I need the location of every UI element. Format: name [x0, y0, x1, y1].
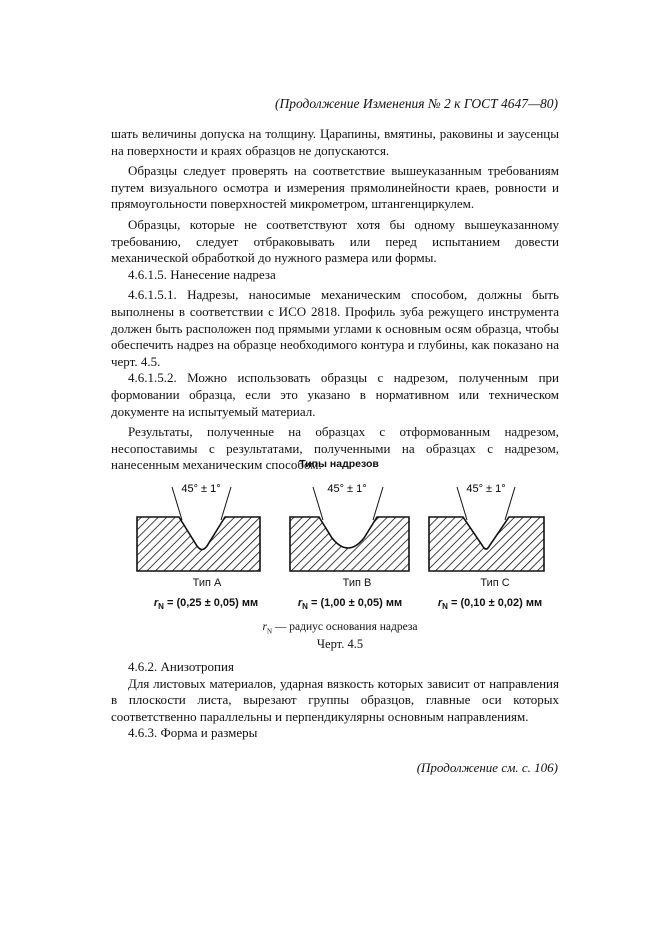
notch-types-figure — [120, 470, 560, 576]
type-b-radius — [270, 597, 430, 611]
radius-value: = (0,25 ± 0,05) мм — [163, 597, 259, 609]
radius-subscript: N — [158, 602, 164, 612]
paragraph-anisotropy: Для листовых материалов, ударная вязкость которых зависит от направления в плоскости листа, вырезают группы образцов, главные оси которых соответственно параллельны и перпендикулярны основным направлениям. — [111, 675, 559, 724]
type-a-label: Тип А — [192, 577, 222, 589]
type-a-radius — [126, 597, 286, 611]
radius-symbol: r — [437, 597, 443, 609]
paragraph-results: Результаты, полученные на образцах с отформованным надрезом, несопоставимы с результатами, полученными на образцах с надрезом, нанесенным механическим способом. — [111, 424, 559, 473]
radius-subscript: N — [302, 602, 308, 612]
type-c-label: Тип С — [480, 577, 510, 589]
paragraph-rejection: Образцы, которые не соответствуют хотя бы одному вышеуказанному требованию, следует отбраковывать или перед испытанием довести механической обработкой до нужного размера или формы. — [111, 216, 559, 266]
paragraph-4-6-1-5-1: 4.6.1.5.1. Надрезы, наносимые механическим способом, должны быть выполнены в соответствии с ИСО 2818. Профиль зуба режущего инструмента должен быть расположен под прямыми углами к основным осям образца, чтобы обеспечить надрез на образце необходимого контура и глубины, как показано на черт. 4.5. — [111, 287, 559, 369]
figure-legend — [210, 621, 470, 635]
page-header: (Продолжение Изменения № 2 к ГОСТ 4647—80) — [274, 96, 558, 111]
page-footer: (Продолжение см. с. 106) — [416, 760, 558, 775]
notch-type-c-specimen — [429, 483, 544, 571]
type-b-label: Тип В — [342, 577, 372, 589]
figure-caption: Черт. 4.5 — [316, 637, 364, 651]
section-heading-notching: 4.6.1.5. Нанесение надреза — [128, 266, 276, 282]
radius-value: = (0,10 ± 0,02) мм — [447, 597, 543, 609]
paragraph-visual-inspection: Образцы следует проверять на соответствие вышеуказанным требованиям путем визуального осмотра и измерения прямолинейности краев, ровности и прямоугольности поверхностей микрометром, штангенциркулем. — [111, 163, 559, 212]
legend-text: — радиус основания надреза — [272, 621, 418, 633]
section-heading-anisotropy: 4.6.2. Анизотропия — [128, 659, 234, 674]
notch-type-a-specimen — [137, 483, 260, 571]
radius-symbol: r — [297, 597, 303, 609]
figure-title: Типы надрезов — [299, 458, 379, 470]
legend-subscript: N — [266, 627, 273, 636]
body-text-upper — [111, 126, 559, 474]
radius-value: = (1,00 ± 0,05) мм — [307, 597, 403, 609]
angle-label-a: 45° ± 1° — [181, 483, 221, 495]
body-text-lower — [111, 659, 559, 742]
radius-subscript: N — [442, 602, 448, 612]
radius-symbol: r — [153, 597, 159, 609]
section-heading-shape: 4.6.3. Форма и размеры — [128, 725, 258, 741]
notch-type-b-specimen — [290, 483, 409, 571]
paragraph-continuation: шать величины допуска на толщину. Царапины, вмятины, раковины и заусенцы на поверхности и краях образцов не допускаются. — [111, 126, 559, 158]
type-c-radius — [410, 597, 570, 611]
angle-label-c: 45° ± 1° — [466, 483, 506, 495]
angle-label-b: 45° ± 1° — [327, 483, 367, 495]
legend-symbol: r — [262, 621, 267, 633]
paragraph-4-6-1-5-2: 4.6.1.5.2. Можно использовать образцы с надрезом, полученным при формовании образца, если это указано в нормативном или техническом документе на испытуемый материал. — [111, 370, 559, 419]
